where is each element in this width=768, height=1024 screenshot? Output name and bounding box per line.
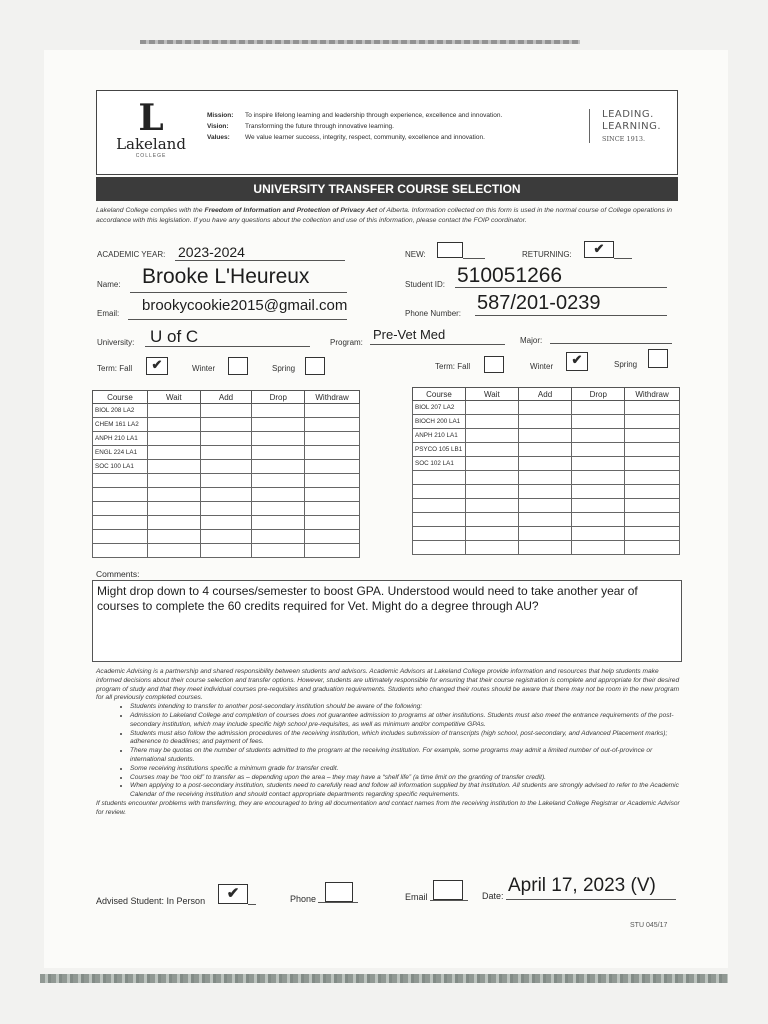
course-action-cell[interactable]	[465, 471, 518, 485]
advising-bullet: • There may be quotas on the number of students admitted to the program at the receiving institution. For example, some programs may admit a limited number of out-of-province or international students.	[130, 747, 681, 765]
course-action-cell[interactable]	[625, 485, 680, 499]
course-code-cell[interactable]: SOC 102 LA1	[413, 457, 466, 471]
name-label: Name:	[97, 280, 121, 289]
table-row	[413, 429, 680, 443]
advising-intro: Academic Advising is a partnership and shared responsibility between students and advisors. Academic Advisors at Lakeland College provide information and resources that help students make informed decisions about their course selection and transfer options. However, students are ultimately responsible for ensuring that their course registration is complete and appropriate for their desired program of study and that they meet individual courses pre-requisites and graduation requirements. Students who changed their routes should be aware that there may not be room in the new program for all previously completed courses.	[96, 668, 680, 702]
tagline-since: SINCE 1913.	[602, 135, 646, 143]
course-code-cell[interactable]: BIOCH 200 LA1	[413, 415, 466, 429]
table-row	[413, 443, 680, 457]
advised-phone-checkbox[interactable]	[325, 882, 353, 902]
col-withdraw: Withdraw	[625, 388, 680, 401]
term-right-spring-label: Spring	[614, 360, 638, 369]
table-row	[413, 471, 680, 485]
course-action-cell[interactable]	[518, 401, 572, 415]
course-code-cell[interactable]	[413, 499, 466, 513]
table-row	[413, 415, 680, 429]
course-action-cell[interactable]	[200, 488, 252, 502]
course-action-cell[interactable]	[625, 471, 680, 485]
course-action-cell[interactable]	[200, 460, 252, 474]
course-action-cell[interactable]	[625, 513, 680, 527]
course-action-cell[interactable]	[200, 516, 252, 530]
table-header-row	[413, 388, 680, 401]
advising-bullet: • Courses may be “too old” to transfer as – depending upon the area – they may have a “shelf life” (a time limit on the granting of transfer credit).	[130, 774, 681, 783]
term-left-spring-checkbox[interactable]	[305, 357, 325, 375]
logo-sub: COLLEGE	[135, 153, 167, 159]
course-action-cell[interactable]	[252, 432, 305, 446]
course-code-cell[interactable]	[413, 471, 466, 485]
email-label: Email:	[97, 309, 120, 318]
vision-label: Vision:	[207, 123, 229, 130]
university-label: University:	[97, 338, 135, 347]
form-title: UNIVERSITY TRANSFER COURSE SELECTION	[96, 177, 678, 201]
in-person-line	[248, 904, 256, 905]
course-action-cell[interactable]	[147, 446, 200, 460]
advised-email-line	[430, 900, 468, 901]
academic-year-line	[175, 260, 345, 261]
table-row	[93, 516, 360, 530]
new-line	[463, 258, 485, 259]
course-action-cell[interactable]	[252, 474, 305, 488]
table-row	[413, 401, 680, 415]
course-code-cell[interactable]	[93, 544, 148, 558]
course-code-cell[interactable]	[93, 516, 148, 530]
course-action-cell[interactable]	[465, 499, 518, 513]
scan-edge-top	[140, 40, 580, 44]
course-action-cell[interactable]	[465, 527, 518, 541]
new-label: NEW:	[405, 250, 426, 259]
course-action-cell[interactable]	[518, 443, 572, 457]
course-action-cell[interactable]	[200, 404, 252, 418]
course-code-cell[interactable]	[93, 530, 148, 544]
vision-text: Transforming the future through innovative learning.	[245, 123, 394, 130]
course-action-cell[interactable]	[200, 502, 252, 516]
advised-email-label: Email	[405, 892, 428, 902]
col-withdraw: Withdraw	[305, 391, 360, 404]
course-action-cell[interactable]	[147, 488, 200, 502]
course-action-cell[interactable]	[305, 544, 360, 558]
term-right-spring-checkbox[interactable]	[648, 349, 668, 368]
course-code-cell[interactable]	[413, 541, 466, 555]
col-add: Add	[518, 388, 572, 401]
course-code-cell[interactable]: BIOL 208 LA2	[93, 404, 148, 418]
course-action-cell[interactable]	[147, 418, 200, 432]
academic-year-value[interactable]: 2023-2024	[178, 244, 245, 260]
table-row	[413, 499, 680, 513]
course-code-cell[interactable]: PSYCO 105 LB1	[413, 443, 466, 457]
table-row	[413, 527, 680, 541]
course-action-cell[interactable]	[200, 474, 252, 488]
course-action-cell[interactable]	[518, 471, 572, 485]
course-action-cell[interactable]	[518, 541, 572, 555]
course-action-cell[interactable]	[572, 527, 625, 541]
logo-name: Lakeland	[116, 135, 186, 153]
advised-email-checkbox[interactable]	[433, 880, 463, 900]
table-row	[93, 530, 360, 544]
program-value[interactable]: Pre-Vet Med	[373, 327, 446, 342]
course-action-cell[interactable]	[518, 457, 572, 471]
logo-mark-icon: L	[138, 97, 164, 139]
course-action-cell[interactable]	[147, 530, 200, 544]
course-action-cell[interactable]	[572, 485, 625, 499]
course-action-cell[interactable]	[200, 446, 252, 460]
course-action-cell[interactable]	[518, 527, 572, 541]
course-action-cell[interactable]	[465, 457, 518, 471]
mission-text: To inspire lifelong learning and leadership through experience, excellence and innovation.	[245, 112, 503, 119]
course-code-cell[interactable]	[93, 474, 148, 488]
course-action-cell[interactable]	[518, 429, 572, 443]
program-line	[370, 344, 505, 345]
course-table-right-body	[413, 401, 680, 555]
course-action-cell[interactable]	[305, 446, 360, 460]
advising-closing: If students encounter problems with transferring, they are encouraged to bring all documentation and contact names from the receiving institution to the Lakeland College Registrar or Academic Advisor for review.	[96, 799, 680, 816]
course-action-cell[interactable]	[252, 502, 305, 516]
col-drop: Drop	[572, 388, 625, 401]
course-code-cell[interactable]	[93, 488, 148, 502]
advising-bullet: • When applying to a post-secondary institution, students need to carefully read and follow all information supplied by that institution. All students are strongly advised to refer to the Academic Calendar of the receiving institution and should contact appropriate departments regarding specific requirements.	[130, 782, 681, 800]
course-action-cell[interactable]	[572, 499, 625, 513]
table-row	[93, 446, 360, 460]
mission-label: Mission:	[207, 112, 234, 119]
course-code-cell[interactable]	[413, 485, 466, 499]
course-action-cell[interactable]	[252, 404, 305, 418]
course-action-cell[interactable]	[305, 502, 360, 516]
in-person-checkbox[interactable]: ✔	[218, 884, 248, 904]
col-wait: Wait	[465, 388, 518, 401]
course-action-cell[interactable]	[625, 401, 680, 415]
course-action-cell[interactable]	[252, 418, 305, 432]
advising-notes	[96, 668, 681, 818]
table-row	[93, 544, 360, 558]
tagline	[589, 109, 661, 143]
table-row	[93, 502, 360, 516]
comments-label: Comments:	[96, 569, 140, 579]
advising-bullet: • Students intending to transfer to another post-secondary institution should be aware of the following:	[130, 703, 681, 712]
course-action-cell[interactable]	[465, 513, 518, 527]
foip-notice-act: Freedom of Information and Protection of Privacy Act	[204, 207, 378, 214]
course-action-cell[interactable]	[465, 485, 518, 499]
values-label: Values:	[207, 134, 230, 141]
term-left-label: Term: Fall	[97, 364, 133, 373]
phone-number-value[interactable]: 587/201-0239	[477, 292, 601, 314]
course-action-cell[interactable]	[572, 541, 625, 555]
tagline-leading: LEADING.	[602, 109, 654, 120]
name-value[interactable]: Brooke L'Heureux	[142, 265, 310, 288]
course-action-cell[interactable]	[252, 460, 305, 474]
course-action-cell[interactable]	[518, 485, 572, 499]
course-action-cell[interactable]	[252, 516, 305, 530]
academic-year-label: ACADEMIC YEAR:	[97, 250, 166, 259]
form-header	[96, 90, 678, 175]
university-value[interactable]: U of C	[150, 327, 199, 346]
term-left-winter-checkbox[interactable]	[228, 357, 248, 375]
advising-bullet: • Admission to Lakeland College and completion of courses does not guarantee admission to programs at other institutions. Students must also meet the entrance requirements of the post-secondary institution, which may include specific high school pre-requisites, as well as minimum and/or competitive GPAs.	[130, 712, 681, 730]
foip-notice-post: of Alberta. Information collected on this form is used in the normal course of College operations in accordance with this legislation. If you have any questions about the collection and use of this information, please contact the FOIP coordinator.	[96, 207, 672, 224]
course-table-left-body	[93, 404, 360, 558]
form-code: STU 045/17	[630, 922, 668, 929]
course-action-cell[interactable]	[625, 457, 680, 471]
course-action-cell[interactable]	[305, 530, 360, 544]
course-code-cell[interactable]: SOC 100 LA1	[93, 460, 148, 474]
course-action-cell[interactable]	[147, 544, 200, 558]
mission-vision-values	[207, 111, 547, 144]
tagline-learning: LEARNING.	[602, 121, 662, 132]
comments-box	[92, 580, 682, 662]
table-row	[93, 432, 360, 446]
student-id-line	[455, 287, 667, 288]
comments-text[interactable]: Might drop down to 4 courses/semester to boost GPA. Understood would need to take another year of courses to complete the 60 credits required for Vet. Might do a degree through AU?	[97, 584, 638, 613]
values-text: We value learner success, integrity, respect, community, excellence and innovation.	[245, 134, 485, 141]
advised-student-label: Advised Student: In Person	[96, 896, 206, 906]
course-action-cell[interactable]	[572, 443, 625, 457]
course-code-cell[interactable]: ANPH 210 LA1	[413, 429, 466, 443]
course-action-cell[interactable]	[252, 544, 305, 558]
course-action-cell[interactable]	[518, 513, 572, 527]
new-checkbox[interactable]	[437, 242, 463, 258]
course-action-cell[interactable]	[572, 429, 625, 443]
course-action-cell[interactable]	[147, 404, 200, 418]
course-action-cell[interactable]	[572, 415, 625, 429]
col-course: Course	[93, 391, 148, 404]
major-line	[550, 343, 672, 344]
table-row	[413, 541, 680, 555]
course-action-cell[interactable]	[200, 544, 252, 558]
term-left-fall-checkbox[interactable]: ✔	[146, 357, 168, 375]
course-action-cell[interactable]	[465, 401, 518, 415]
phone-number-label: Phone Number:	[405, 309, 462, 318]
advising-bullet: • Some receiving institutions specific a minimum grade for transfer credit.	[130, 765, 681, 774]
course-action-cell[interactable]	[147, 460, 200, 474]
table-row	[93, 404, 360, 418]
major-label: Major:	[520, 336, 543, 345]
course-action-cell[interactable]	[147, 502, 200, 516]
course-action-cell[interactable]	[305, 474, 360, 488]
course-code-cell[interactable]: ANPH 210 LA1	[93, 432, 148, 446]
university-line	[145, 346, 310, 347]
course-action-cell[interactable]	[305, 418, 360, 432]
email-value[interactable]: brookycookie2015@gmail.com	[142, 297, 348, 314]
term-left-spring-label: Spring	[272, 364, 296, 373]
course-code-cell[interactable]	[93, 502, 148, 516]
course-action-cell[interactable]	[252, 530, 305, 544]
course-action-cell[interactable]	[518, 415, 572, 429]
course-code-cell[interactable]	[413, 527, 466, 541]
advising-bullet: • Students must also follow the admission procedures of the receiving institution, which includes submission of transcripts (high school, post-secondary, and Advanced Placement marks); adherence to deadlines; and payment of fees.	[130, 730, 681, 748]
table-row	[413, 457, 680, 471]
scan-edge-bottom	[40, 974, 728, 983]
course-action-cell[interactable]	[625, 527, 680, 541]
returning-checkbox[interactable]: ✔	[584, 241, 614, 258]
course-code-cell[interactable]: BIOL 207 LA2	[413, 401, 466, 415]
course-action-cell[interactable]	[518, 499, 572, 513]
course-action-cell[interactable]	[625, 415, 680, 429]
program-label: Program:	[330, 338, 363, 347]
term-right-winter-checkbox[interactable]: ✔	[566, 352, 588, 371]
table-header-row	[93, 391, 360, 404]
course-action-cell[interactable]	[200, 418, 252, 432]
email-line	[128, 319, 347, 320]
course-table-left	[92, 390, 360, 558]
course-action-cell[interactable]	[305, 432, 360, 446]
course-action-cell[interactable]	[252, 488, 305, 502]
course-action-cell[interactable]	[625, 429, 680, 443]
table-row	[93, 474, 360, 488]
course-action-cell[interactable]	[200, 530, 252, 544]
advised-phone-line	[318, 902, 358, 903]
course-action-cell[interactable]	[625, 541, 680, 555]
date-line	[506, 899, 676, 900]
col-course: Course	[413, 388, 466, 401]
course-action-cell[interactable]	[147, 432, 200, 446]
col-drop: Drop	[252, 391, 305, 404]
table-row	[93, 488, 360, 502]
college-logo	[107, 97, 195, 159]
table-row	[413, 485, 680, 499]
course-table-right	[412, 387, 680, 555]
course-action-cell[interactable]	[305, 488, 360, 502]
course-action-cell[interactable]	[465, 415, 518, 429]
course-action-cell[interactable]	[465, 443, 518, 457]
course-code-cell[interactable]	[413, 513, 466, 527]
advising-list	[118, 703, 681, 800]
course-action-cell[interactable]	[465, 541, 518, 555]
course-action-cell[interactable]	[572, 513, 625, 527]
course-action-cell[interactable]	[465, 429, 518, 443]
course-action-cell[interactable]	[625, 443, 680, 457]
course-action-cell[interactable]	[572, 401, 625, 415]
col-wait: Wait	[147, 391, 200, 404]
course-action-cell[interactable]	[305, 404, 360, 418]
course-action-cell[interactable]	[200, 432, 252, 446]
foip-notice-pre: Lakeland College complies with the	[96, 207, 205, 214]
course-action-cell[interactable]	[625, 499, 680, 513]
course-code-cell[interactable]: ENGL 224 LA1	[93, 446, 148, 460]
course-action-cell[interactable]	[305, 516, 360, 530]
name-line	[130, 292, 347, 293]
date-value[interactable]: April 17, 2023 (V)	[508, 875, 656, 896]
table-row	[93, 418, 360, 432]
phone-number-line	[475, 315, 667, 316]
course-action-cell[interactable]	[305, 460, 360, 474]
course-code-cell[interactable]: CHEM 161 LA2	[93, 418, 148, 432]
course-action-cell[interactable]	[147, 516, 200, 530]
returning-line	[614, 258, 632, 259]
course-action-cell[interactable]	[572, 457, 625, 471]
col-add: Add	[200, 391, 252, 404]
foip-notice	[96, 206, 681, 225]
advised-phone-label: Phone	[290, 894, 317, 904]
term-left-winter-label: Winter	[192, 364, 216, 373]
course-action-cell[interactable]	[252, 446, 305, 460]
term-right-label: Term: Fall	[435, 362, 471, 371]
table-row	[413, 513, 680, 527]
term-right-fall-checkbox[interactable]	[484, 356, 504, 373]
returning-label: RETURNING:	[522, 250, 572, 259]
table-row	[93, 460, 360, 474]
student-id-value[interactable]: 510051266	[457, 264, 563, 287]
term-right-winter-label: Winter	[530, 362, 554, 371]
course-action-cell[interactable]	[572, 471, 625, 485]
student-id-label: Student ID:	[405, 280, 446, 289]
course-action-cell[interactable]	[147, 474, 200, 488]
date-label: Date:	[482, 891, 504, 901]
